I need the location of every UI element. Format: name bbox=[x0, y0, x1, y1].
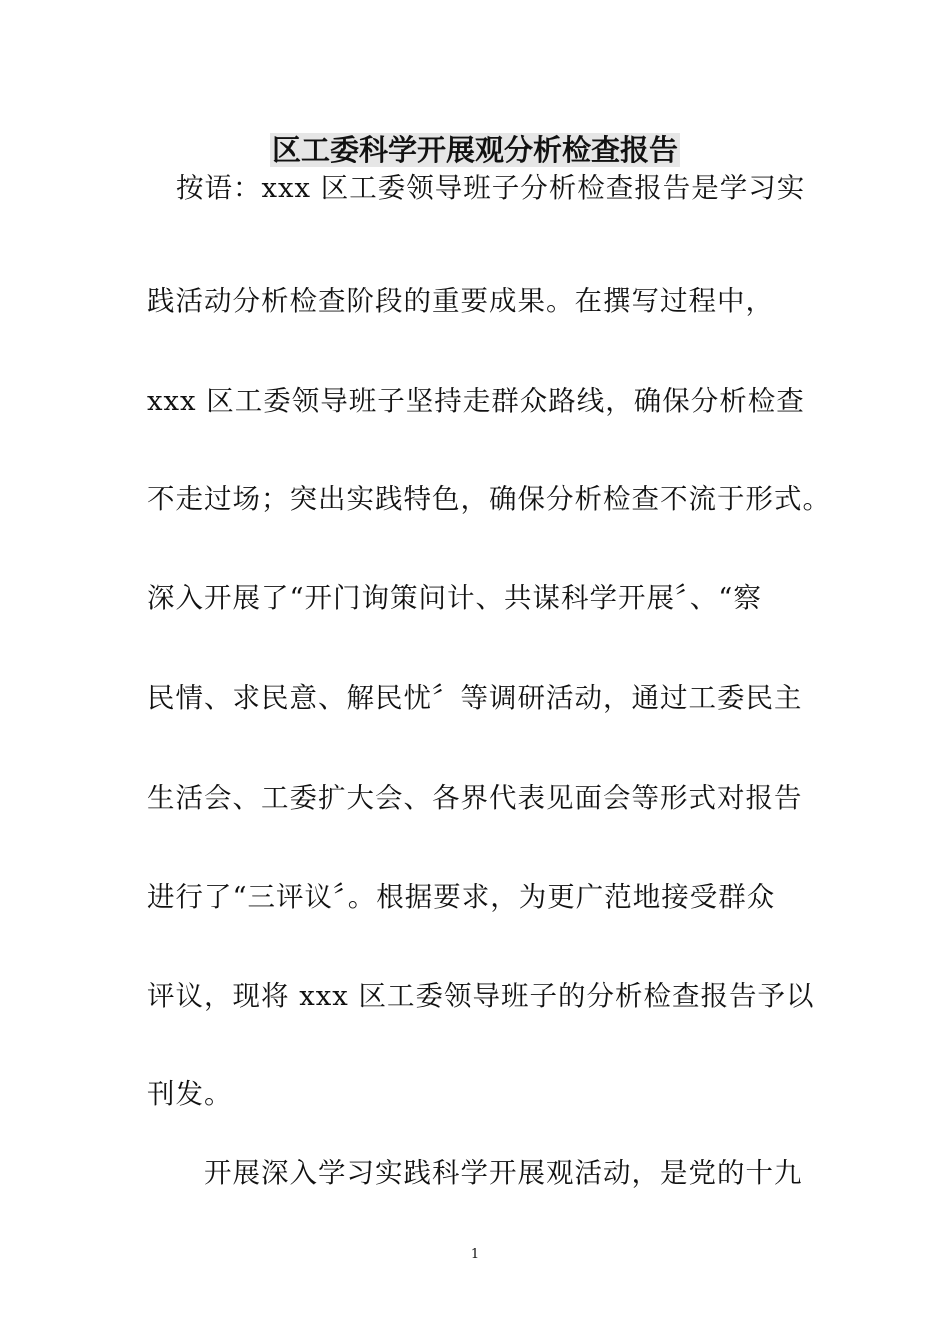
text-line: 进行了“三评议〞。根据要求，为更广范地接受群众 bbox=[147, 881, 776, 913]
page-number: 1 bbox=[470, 1247, 480, 1262]
text-line: 生活会、工委扩大会、各界代表见面会等形式对报告 bbox=[147, 782, 803, 814]
text-line: 不走过场；突出实践特色，确保分析检查不流于形式。 bbox=[147, 483, 831, 515]
text-line: 践活动分析检查阶段的重要成果。在撰写过程中， bbox=[147, 285, 774, 317]
text-line: 深入开展了“开门询策问计、共谋科学开展〞、“察 bbox=[147, 582, 762, 614]
text-line: xxx 区工委领导班子坚持走群众路线，确保分析检查 bbox=[147, 385, 805, 417]
text-line: 按语：xxx 区工委领导班子分析检查报告是学习实 bbox=[176, 172, 806, 204]
page-title-text: 区工委科学开展观分析检查报告 bbox=[271, 133, 678, 167]
text-line: 刊发。 bbox=[147, 1078, 233, 1110]
page-title bbox=[0, 131, 950, 169]
text-line: 评议，现将 xxx 区工委领导班子的分析检查报告予以 bbox=[147, 980, 815, 1012]
text-line: 开展深入学习实践科学开展观活动，是党的十九 bbox=[204, 1157, 803, 1189]
text-line: 民情、求民意、解民忧〞等调研活动，通过工委民主 bbox=[147, 682, 803, 714]
